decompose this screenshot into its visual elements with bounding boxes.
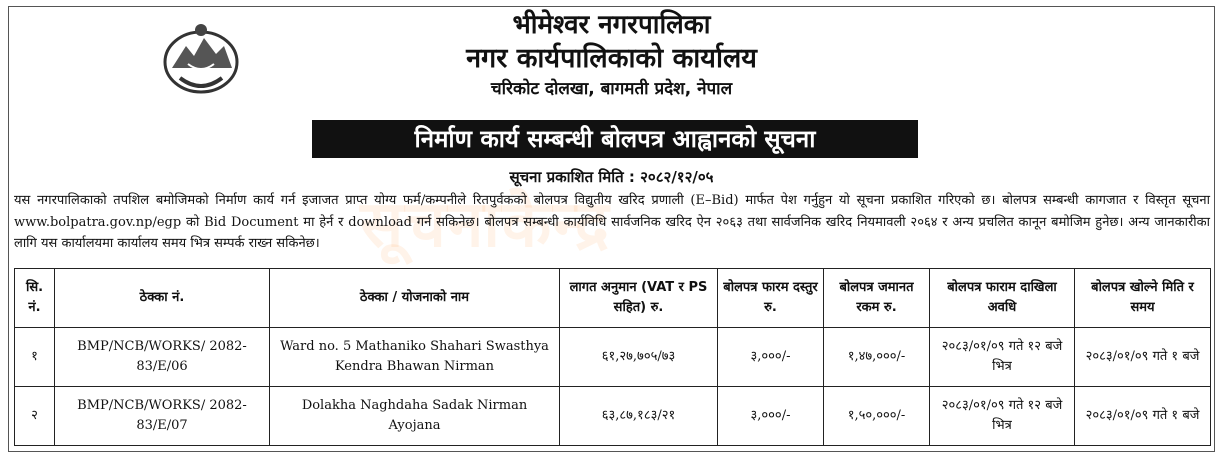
header-form-fee: बोलपत्र फारम दस्तुर रु. [718,269,824,328]
notice-header [0,8,1223,102]
row-form-fee: ३,०००/- [718,387,824,446]
table-header-row [15,269,1211,328]
row-contract-no: BMP/NCB/WORKS/ 2082-83/E/07 [55,387,270,446]
header-bid-security: बोलपत्र जमानत रकम रु. [824,269,930,328]
watermark-logo: सूचनाकेन्द्र [360,188,611,262]
row-sn: १ [15,328,55,387]
office-address: चरिकोट दोलखा, बागमती प्रदेश, नेपाल [490,79,733,99]
row-sn: २ [15,387,55,446]
notice-body: यस नगरपालिकाको तपशिल बमोजिमको निर्माण कार्य गर्न इजाजत प्राप्त योग्य फर्म/कम्पनीले रितपुर्वकको बोलपत्र विद्युतीय खरिद प्रणाली (E–Bid) मार्फत पेश गर्नुहुन यो सूचना प्रकाशित गरिएको छ। बोलपत्र सम्बन्धी कागजात र विस्तृत सूचना www.bolpatra.gov.np/egp को Bid Document मा हेर्न र download गर्न सकिनेछ। बोलपत्र सम्बन्धी कार्यविधि सार्वजनिक खरिद ऐन २०६३ तथा सार्वजनिक खरिद नियमावली २०६४ र अन्य प्रचलित कानून बमोजिम हुनेछ। अन्य जानकारीका लागि यस कार्यालयमा कार्यालय समय भित्र सम्पर्क राख्न सकिनेछ। [14,193,1210,251]
header-opening-date: बोलपत्र खोल्ने मिति र समय [1075,269,1211,328]
row-project-name: Ward no. 5 Mathaniko Shahari Swasthya Kendra Bhawan Nirman [270,328,560,387]
office-name: नगर कार्यपालिकाको कार्यालय [466,43,757,74]
row-opening-date: २०८३/०१/०९ गते १ बजे [1075,328,1211,387]
header-submission-deadline: बोलपत्र फाराम दाखिला अवधि [930,269,1075,328]
row-cost-estimate: ६१,२७,७०५/७३ [560,328,718,387]
row-bid-security: १,४७,०००/- [824,328,930,387]
row-bid-security: १,५०,०००/- [824,387,930,446]
table-row [15,387,1211,446]
header-sn: सि. नं. [15,269,55,328]
table-row [15,328,1211,387]
municipality-name: भीमेश्वर नगरपालिका [512,10,711,40]
published-date: सूचना प्रकाशित मिति : २०८२/१२/०५ [509,168,714,186]
row-opening-date: २०८३/०१/०९ गते १ बजे [1075,387,1211,446]
row-submission-deadline: २०८३/०१/०९ गते १२ बजे भित्र [930,328,1075,387]
row-project-name: Dolakha Naghdaha Sadak Nirman Ayojana [270,387,560,446]
row-form-fee: ३,०००/- [718,328,824,387]
header-project-name: ठेक्का / योजनाको नाम [270,269,560,328]
row-cost-estimate: ६३,८७,१८३/२१ [560,387,718,446]
row-contract-no: BMP/NCB/WORKS/ 2082-83/E/06 [55,328,270,387]
header-cost-estimate: लागत अनुमान (VAT र PS सहित) रु. [560,269,718,328]
header-contract-no: ठेक्का नं. [55,269,270,328]
row-submission-deadline: २०८३/०१/०९ गते १२ बजे भित्र [930,387,1075,446]
tender-table [14,268,1211,446]
notice-title-banner: निर्माण कार्य सम्बन्धी बोलपत्र आह्वानको सूचना [312,120,918,158]
